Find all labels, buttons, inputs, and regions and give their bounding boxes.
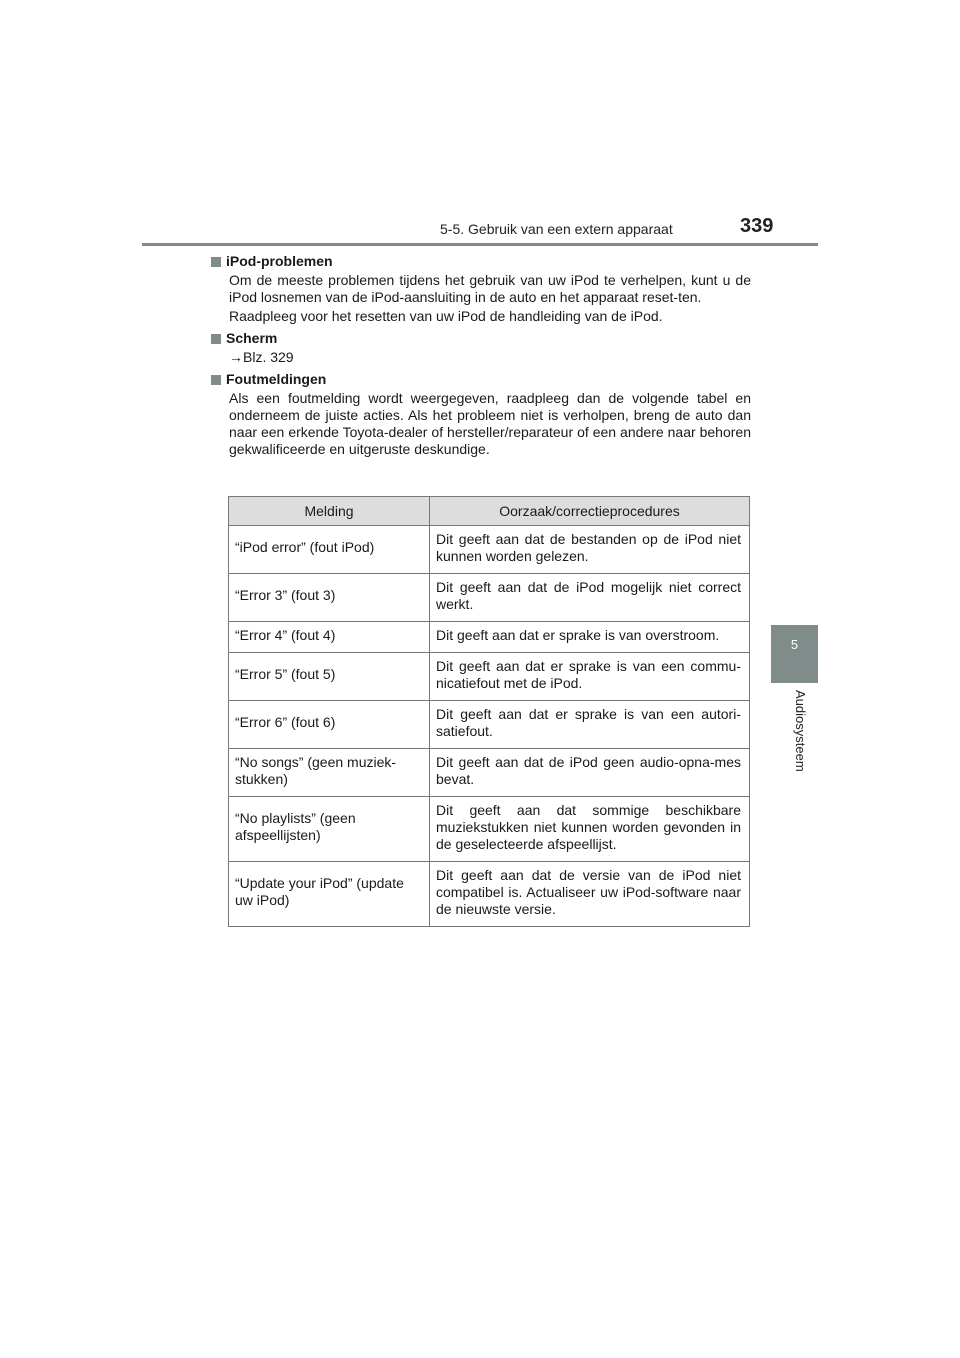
section-error-messages	[211, 371, 751, 458]
cause-cell: Dit geeft aan dat er sprake is van een autori-satiefout.	[430, 701, 750, 749]
table-row	[229, 749, 750, 797]
cause-cell: Dit geeft aan dat er sprake is van overstroom.	[430, 622, 750, 653]
section-ipod-problems	[211, 253, 751, 325]
message-cell: “Error 5” (fout 5)	[229, 653, 430, 701]
cause-cell: Dit geeft aan dat er sprake is van een commu-nicatiefout met de iPod.	[430, 653, 750, 701]
message-cell: “No playlists” (geen afspeellijsten)	[229, 797, 430, 862]
message-cell: “Error 6” (fout 6)	[229, 701, 430, 749]
table-row	[229, 797, 750, 862]
table-row	[229, 526, 750, 574]
header-section-title: 5-5. Gebruik van een extern apparaat	[440, 221, 673, 237]
paragraph: Raadpleeg voor het resetten van uw iPod de handleiding van de iPod.	[229, 308, 663, 324]
message-cell: “Update your iPod” (update uw iPod)	[229, 862, 430, 927]
cause-cell: Dit geeft aan dat de versie van de iPod niet compatibel is. Actualiseer uw iPod-software naar de nieuwste versie.	[430, 862, 750, 927]
section-text	[229, 349, 751, 366]
column-header-cause: Oorzaak/correctieprocedures	[430, 497, 750, 526]
table-header-row	[229, 497, 750, 526]
chapter-title: Audiosysteem	[793, 690, 808, 772]
table-row	[229, 653, 750, 701]
section-title: Foutmeldingen	[226, 371, 327, 387]
message-cell: “Error 3” (fout 3)	[229, 574, 430, 622]
page-reference: →Blz. 329	[229, 349, 294, 365]
table-row	[229, 862, 750, 927]
square-bullet-icon	[211, 257, 221, 267]
square-bullet-icon	[211, 375, 221, 385]
table-row	[229, 701, 750, 749]
chapter-tab	[771, 625, 818, 683]
header-divider	[142, 243, 818, 246]
section-text	[229, 272, 751, 325]
section-title: Scherm	[226, 330, 278, 346]
table-row	[229, 622, 750, 653]
cause-cell: Dit geeft aan dat de iPod geen audio-opna-mes bevat.	[430, 749, 750, 797]
cause-cell: Dit geeft aan dat de iPod mogelijk niet correct werkt.	[430, 574, 750, 622]
message-cell: “iPod error” (fout iPod)	[229, 526, 430, 574]
page-number: 339	[740, 215, 774, 237]
section-heading	[211, 330, 751, 347]
section-heading	[211, 253, 751, 270]
paragraph: Als een foutmelding wordt weergegeven, raadpleeg dan de volgende tabel en onderneem de juiste acties. Als het probleem niet is verholpen, breng de auto dan naar een erkende Toyota-dealer of hersteller/reparateur of een andere naar behoren gekwalificeerde en uitgeruste deskundige.	[229, 390, 751, 457]
section-screen	[211, 330, 751, 366]
column-header-message: Melding	[229, 497, 430, 526]
paragraph: Om de meeste problemen tijdens het gebruik van uw iPod te verhelpen, kunt u de iPod losnemen van de iPod-aansluiting in de auto en het apparaat reset-ten.	[229, 272, 751, 305]
section-title: iPod-problemen	[226, 253, 333, 269]
section-text	[229, 390, 751, 458]
content-body	[211, 253, 751, 463]
section-heading	[211, 371, 751, 388]
cause-cell: Dit geeft aan dat sommige beschikbare muziekstukken niet kunnen worden gevonden in de geselecteerde afspeellijst.	[430, 797, 750, 862]
message-cell: “No songs” (geen muziek-stukken)	[229, 749, 430, 797]
table-row	[229, 574, 750, 622]
message-cell: “Error 4” (fout 4)	[229, 622, 430, 653]
error-message-table	[228, 496, 750, 927]
square-bullet-icon	[211, 334, 221, 344]
cause-cell: Dit geeft aan dat de bestanden op de iPod niet kunnen worden gelezen.	[430, 526, 750, 574]
chapter-number: 5	[790, 637, 799, 652]
